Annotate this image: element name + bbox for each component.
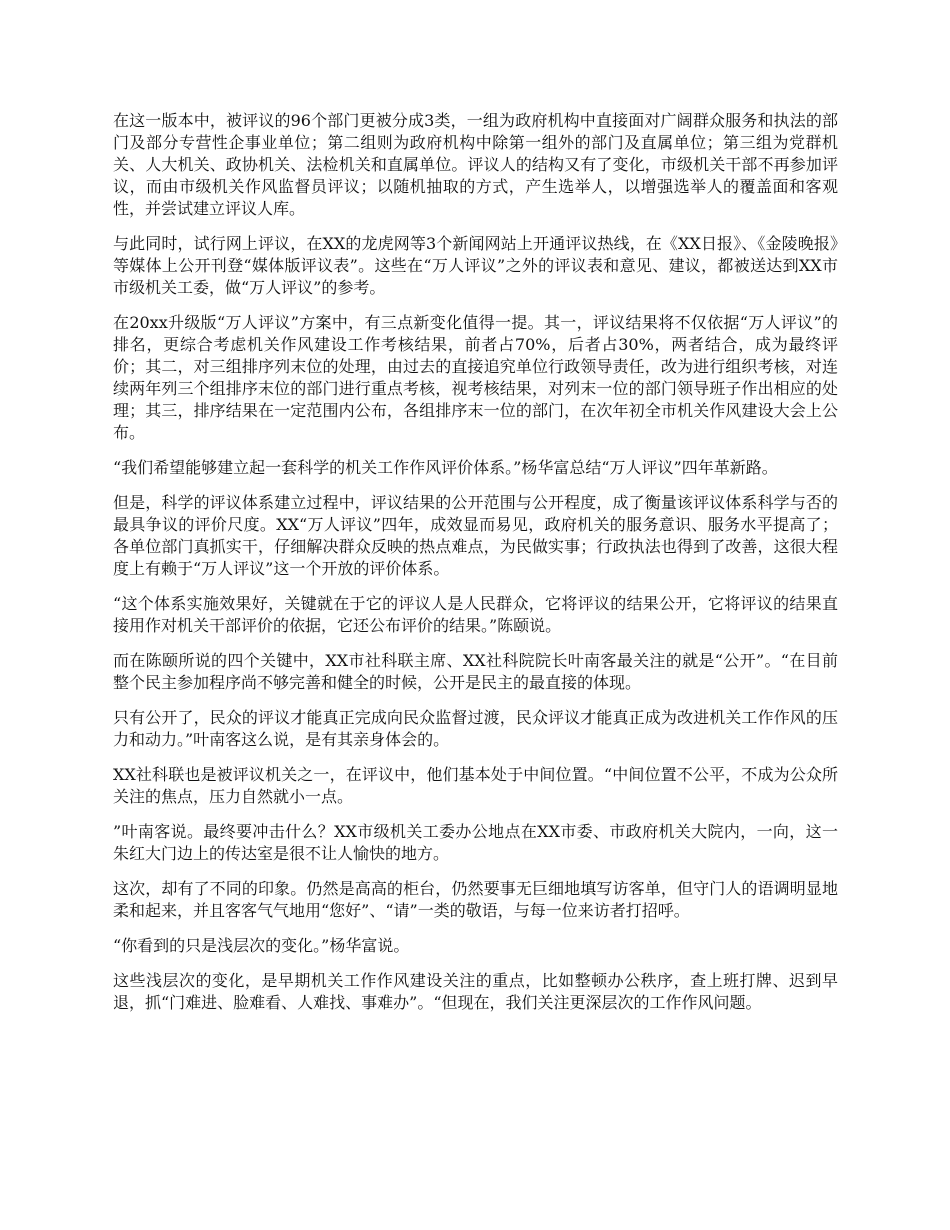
paragraph-6: “这个体系实施效果好，关键就在于它的评议人是人民群众，它将评议的结果公开，它将评议的结果直接用作对机关干部评价的依据，它还公布评价的结果。”陈颐说。 xyxy=(113,594,838,635)
paragraph-7: 而在陈颐所说的四个关键中，XX市社科联主席、XX社科院院长叶南客最关注的就是“公开”。“在目前整个民主参加程序尚不够完善和健全的时候，公开是民主的最直接的体现。 xyxy=(113,651,838,692)
paragraph-13: 这些浅层次的变化，是早期机关工作作风建设关注的重点，比如整顿办公秩序，查上班打牌、迟到早退，抓“门难进、脸难看、人难找、事难办”。“但现在，我们关注更深层次的工作作风问题。 xyxy=(113,971,838,1012)
paragraph-1: 在这一版本中，被评议的96个部门更被分成3类，一组为政府机构中直接面对广阔群众服务和执法的部门及部分专营性企事业单位；第二组则为政府机构中除第一组外的部门及直属单位；第三组为党群机关、人大机关、政协机关、法检机关和直属单位。评议人的结构又有了变化，市级机关干部不再参加评议，而由市级机关作风监督员评议；以随机抽取的方式，产生选举人，以增强选举人的覆盖面和客观性，并尝试建立评议人库。 xyxy=(113,111,838,218)
document-page xyxy=(113,110,838,1027)
paragraph-2: 与此同时，试行网上评议，在XX的龙虎网等3个新闻网站上开通评议热线，在《XX日报》、《金陵晚报》等媒体上公开刊登“媒体版评议表”。这些在“万人评议”之外的评议表和意见、建议，都被送达到XX市市级机关工委，做“万人评议”的参考。 xyxy=(113,234,838,297)
paragraph-8: 只有公开了，民众的评议才能真正完成向民众监督过渡，民众评议才能真正成为改进机关工作作风的压力和动力。”叶南客这么说，是有其亲身体会的。 xyxy=(113,708,838,749)
paragraph-11: 这次，却有了不同的印象。仍然是高高的柜台，仍然要事无巨细地填写访客单，但守门人的语调明显地柔和起来，并且客客气气地用“您好”、“请”一类的敬语，与每一位来访者打招呼。 xyxy=(113,879,838,920)
paragraph-10: ”叶南客说。最终要冲击什么？XX市级机关工委办公地点在XX市委、市政府机关大院内，一向，这一朱红大门边上的传达室是很不让人愉快的地方。 xyxy=(113,822,838,863)
paragraph-3: 在20xx升级版“万人评议”方案中，有三点新变化值得一提。其一，评议结果将不仅依据“万人评议”的排名，更综合考虑机关作风建设工作考核结果，前者占70%，后者占30%，两者结合，成为最终评价；其二，对三组排序列末位的处理，由过去的直接追究单位行政领导责任，改为进行组织考核，对连续两年列三个组排序末位的部门进行重点考核，视考核结果，对列末一位的部门领导班子作出相应的处理；其三，排序结果在一定范围内公布，各组排序末一位的部门，在次年初全市机关作风建设大会上公布。 xyxy=(113,313,838,442)
paragraph-12: “你看到的只是浅层次的变化。”杨华富说。 xyxy=(113,936,410,955)
paragraph-9: XX社科联也是被评议机关之一，在评议中，他们基本处于中间位置。“中间位置不公平，不成为公众所关注的焦点，压力自然就小一点。 xyxy=(113,765,838,806)
paragraph-5: 但是，科学的评议体系建立过程中，评议结果的公开范围与公开程度，成了衡量该评议体系科学与否的最具争议的评价尺度。XX“万人评议”四年，成效显而易见，政府机关的服务意识、服务水平提高了；各单位部门真抓实干，仔细解决群众反映的热点难点，为民做实事；行政执法也得到了改善，这很大程度上有赖于“万人评议”这一个开放的评价体系。 xyxy=(113,493,838,578)
paragraph-4: “我们希望能够建立起一套科学的机关工作作风评价体系。”杨华富总结“万人评议”四年革新路。 xyxy=(113,458,778,477)
